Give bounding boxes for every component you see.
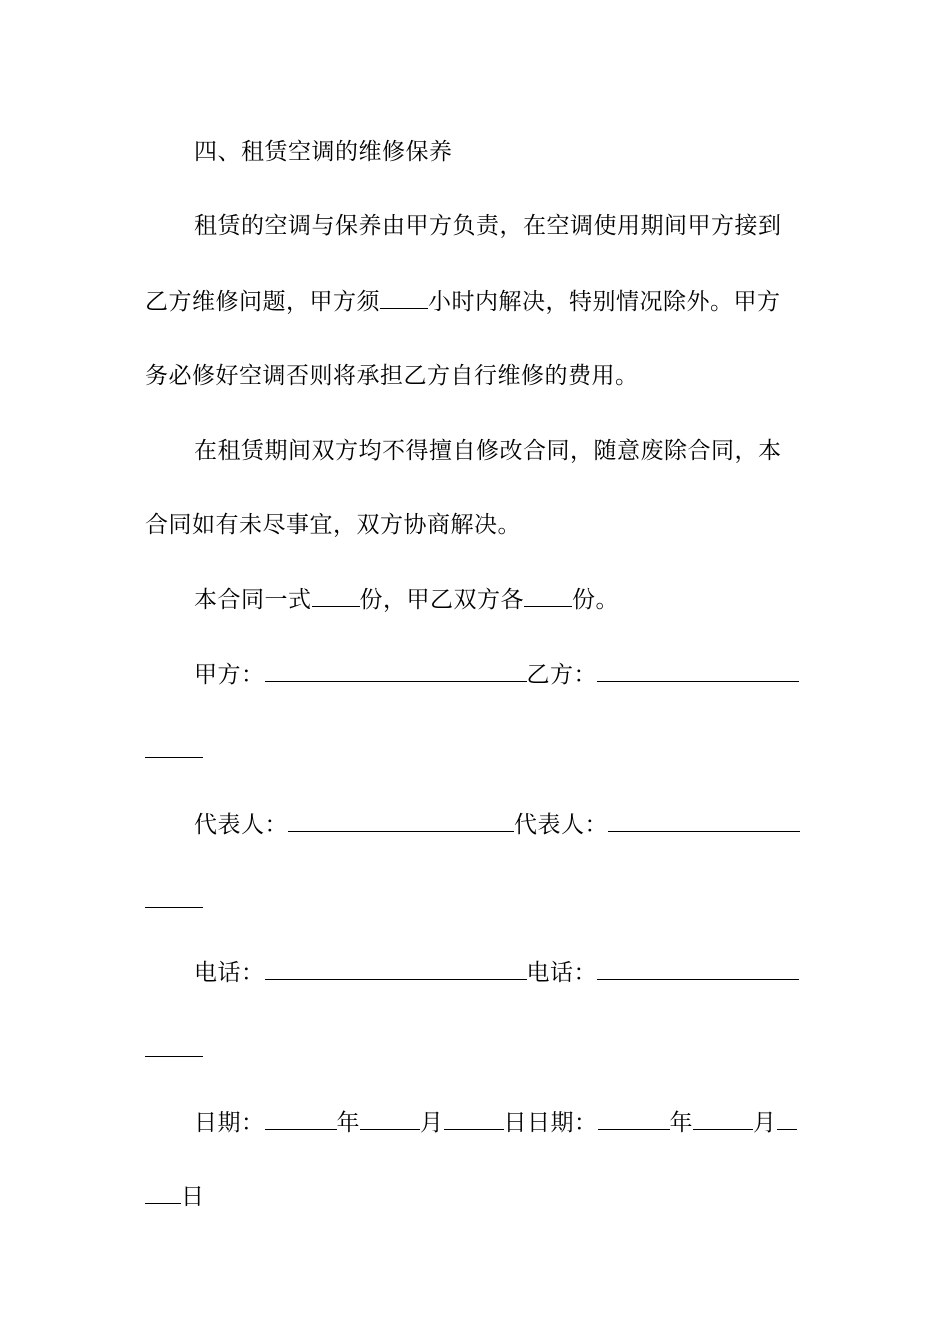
copies-text: 份，甲乙双方各 — [359, 587, 524, 613]
rep-a-label: 代表人： — [194, 812, 288, 838]
paragraph-line — [145, 361, 805, 391]
heading-text: 四、租赁空调的维修保养 — [194, 139, 453, 165]
copies-text: 份。 — [572, 587, 619, 613]
rep-b-blank — [608, 813, 800, 832]
day-label: 日 — [181, 1184, 205, 1210]
paragraph-line — [145, 510, 805, 540]
date-line — [194, 1108, 805, 1138]
paragraph-text: 务必修好空调否则将承担乙方自行维修的费用。 — [145, 363, 639, 389]
date-a-label: 日期： — [194, 1110, 265, 1136]
phone-line — [194, 958, 805, 988]
paragraph-line — [145, 287, 805, 317]
each-copies-blank — [524, 588, 572, 607]
party-a-label: 甲方： — [194, 662, 265, 688]
year-label: 年 — [669, 1110, 693, 1136]
month-label: 月 — [420, 1110, 444, 1136]
day-b-blank — [777, 1111, 797, 1130]
month-a-blank — [360, 1111, 420, 1130]
paragraph-text: 小时内解决，特别情况除外。甲方 — [428, 289, 781, 315]
phone-b-blank-continued — [145, 1056, 203, 1057]
party-line — [194, 660, 805, 690]
phone-b-label: 电话： — [526, 960, 597, 986]
year-b-blank — [598, 1111, 670, 1130]
rep-b-label: 代表人： — [514, 812, 608, 838]
paragraph-text: 在租赁期间双方均不得擅自修改合同，随意废除合同，本 — [194, 438, 782, 464]
hours-blank — [380, 290, 428, 309]
paragraph-text: 合同如有未尽事宜，双方协商解决。 — [145, 512, 521, 538]
phone-a-blank — [265, 961, 527, 980]
paragraph-line — [194, 211, 805, 241]
party-b-blank — [597, 663, 799, 682]
party-b-label: 乙方： — [526, 662, 597, 688]
day-label: 日 — [503, 1110, 527, 1136]
party-a-blank — [265, 663, 527, 682]
paragraph-text: 乙方维修问题，甲方须 — [145, 289, 380, 315]
date-b-label: 日期： — [527, 1110, 598, 1136]
day-b-blank-continued — [145, 1185, 181, 1204]
total-copies-blank — [312, 588, 360, 607]
copies-line — [194, 585, 805, 615]
rep-a-blank — [288, 813, 514, 832]
phone-b-blank — [597, 961, 799, 980]
day-a-blank — [444, 1111, 504, 1130]
paragraph-line — [194, 436, 805, 466]
rep-b-blank-continued — [145, 907, 203, 908]
copies-text: 本合同一式 — [194, 587, 312, 613]
section-heading — [194, 137, 805, 167]
year-label: 年 — [336, 1110, 360, 1136]
date-line-continued — [145, 1182, 805, 1212]
month-b-blank — [693, 1111, 753, 1130]
phone-a-label: 电话： — [194, 960, 265, 986]
representative-line — [194, 810, 805, 840]
month-label: 月 — [753, 1110, 777, 1136]
party-b-blank-continued — [145, 757, 203, 758]
paragraph-text: 租赁的空调与保养由甲方负责，在空调使用期间甲方接到 — [194, 213, 782, 239]
year-a-blank — [265, 1111, 337, 1130]
